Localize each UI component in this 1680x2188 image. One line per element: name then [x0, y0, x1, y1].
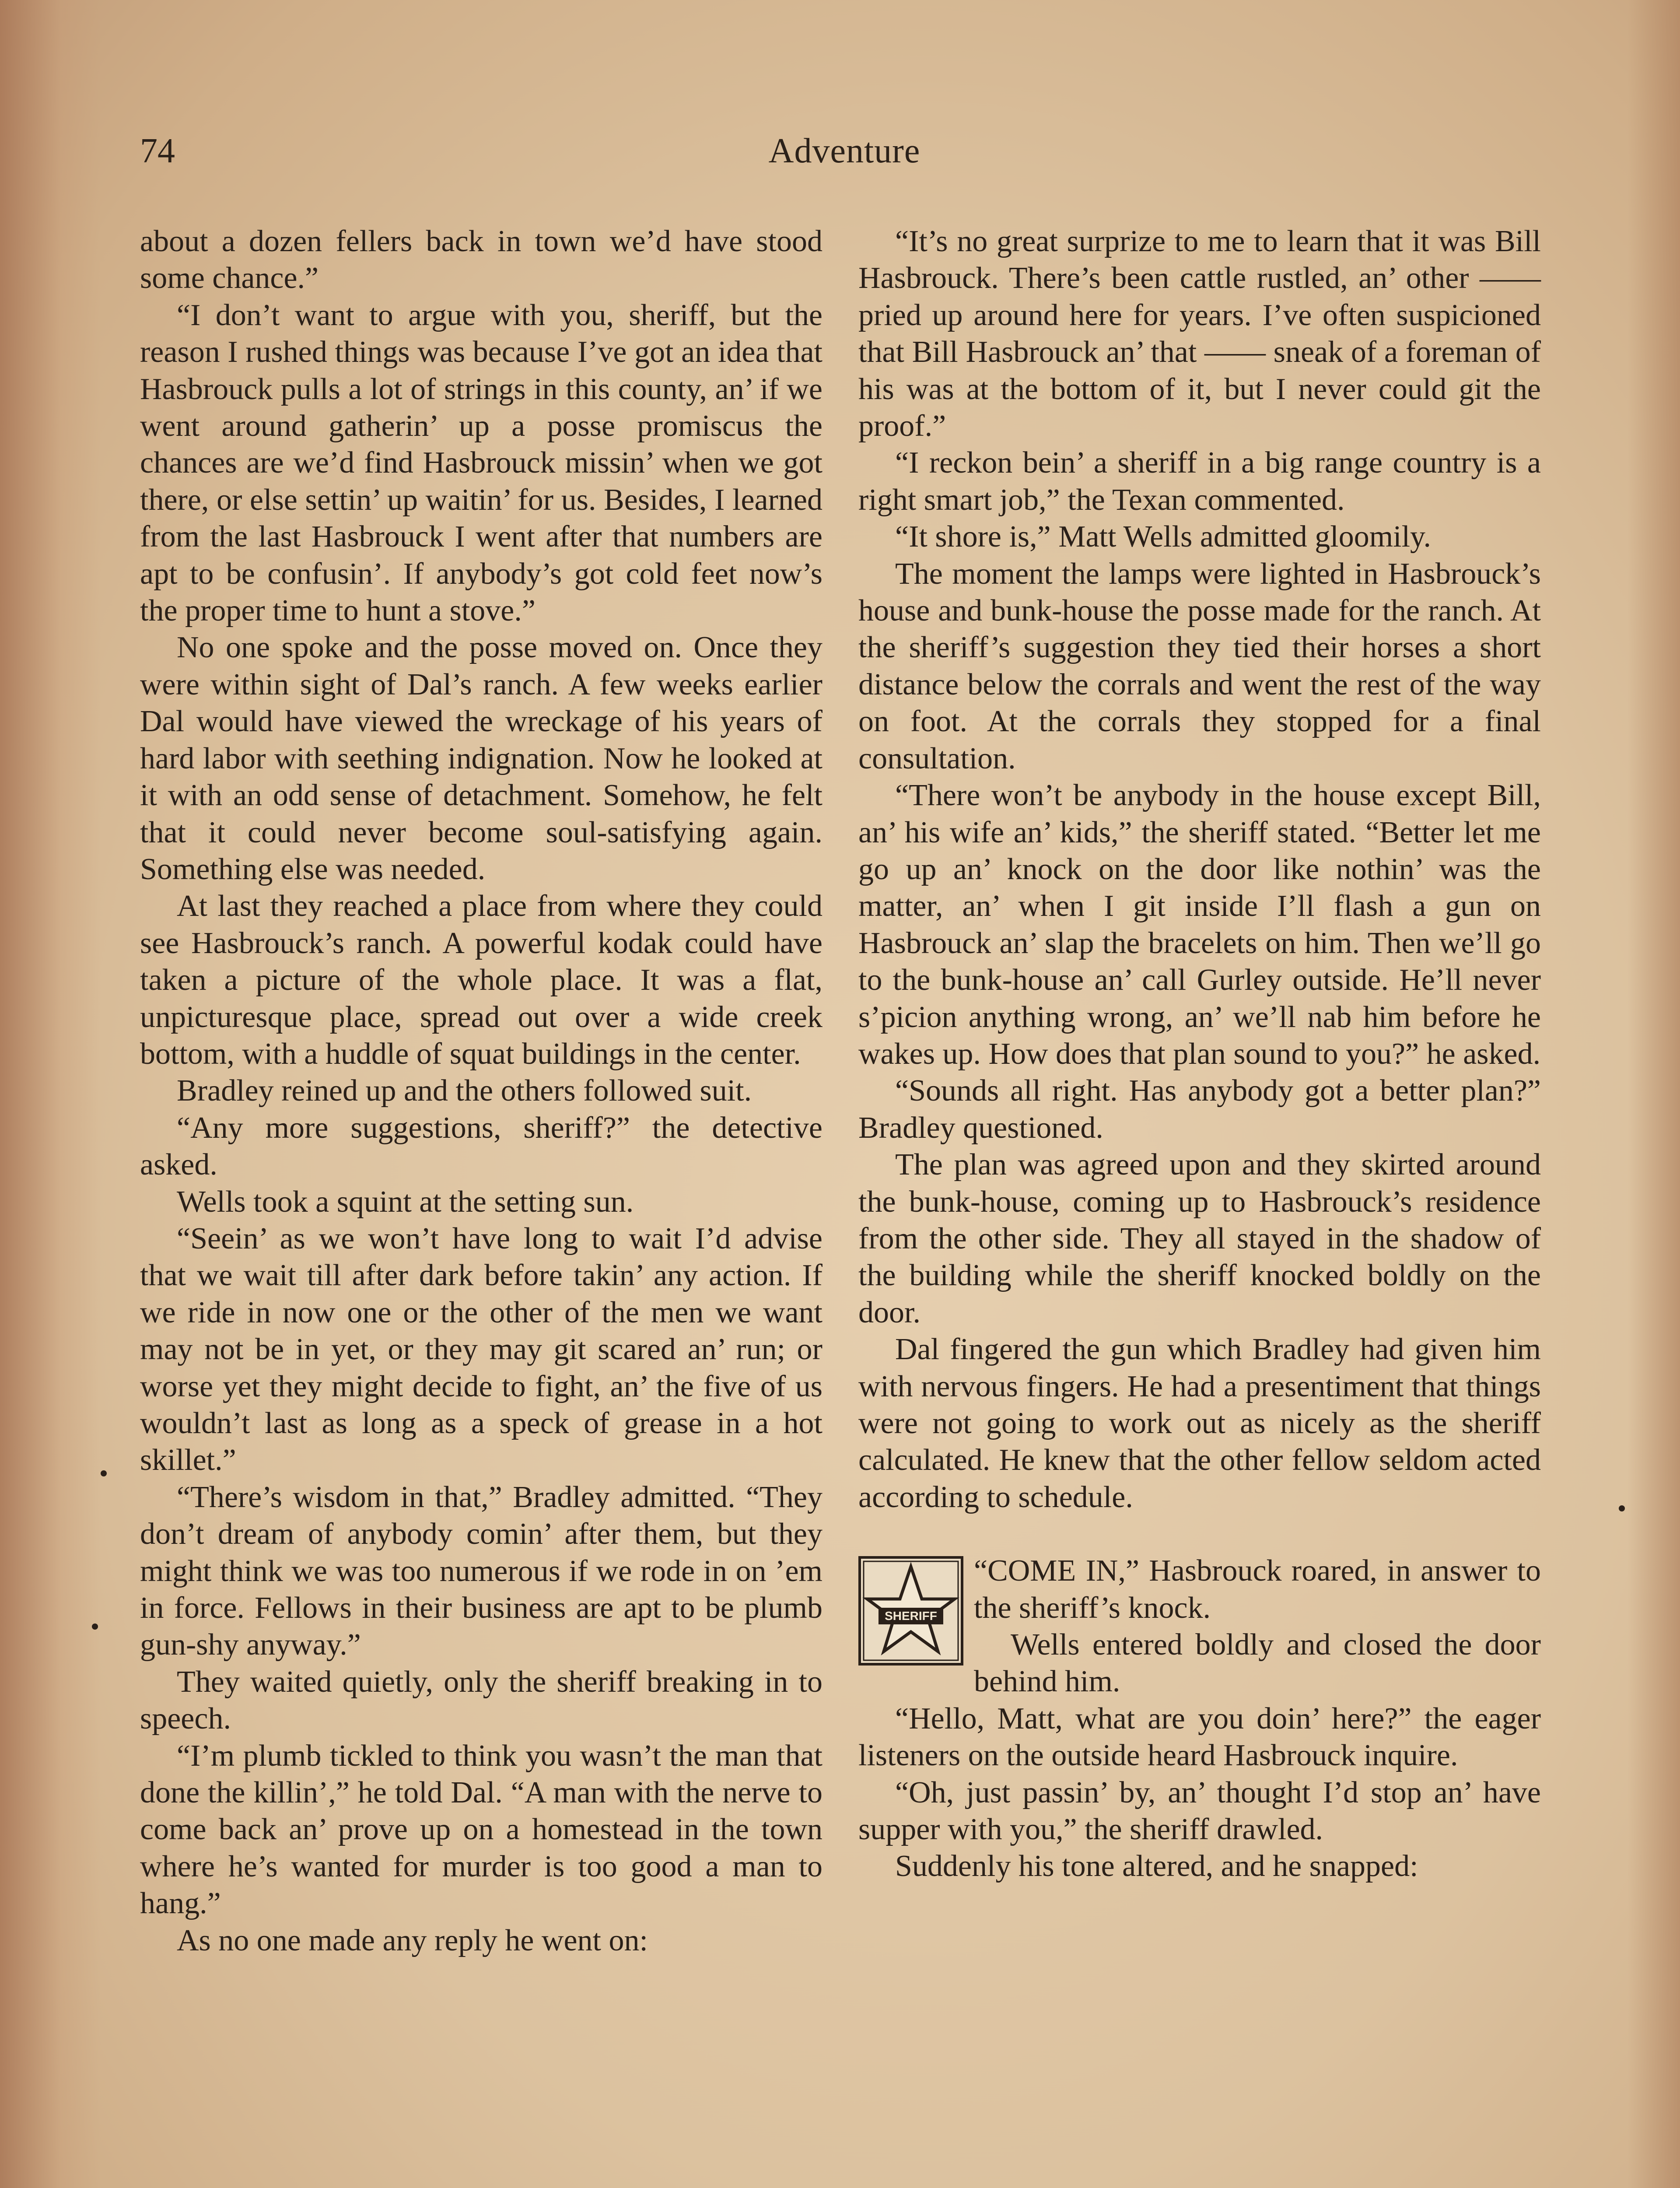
paragraph: “Oh, just passin’ by, an’ thought I’d stop an’ have supper with you,” the sheriff drawled. [858, 1775, 1541, 1847]
print-speck [101, 1470, 107, 1476]
paragraph: Wells took a squint at the setting sun. [177, 1185, 634, 1219]
sheriff-star-graphic [861, 1559, 961, 1663]
paragraph: The plan was agreed upon and they skirted around the bunk-house, coming up to Hasbrouck’s residence from the other side. They all stayed in the shadow of the building while the sheriff knocked boldly on the door. [858, 1148, 1541, 1329]
section-break [858, 1516, 1541, 1553]
paragraph: “I’m plumb tickled to think you wasn’t the man that done the killin’,” he told Dal. “A man with the nerve to come back an’ prove up on a homestead in the town where he’s wanted for murder is too good a man to hang.” [140, 1739, 822, 1921]
paragraph: The moment the lamps were lighted in Hasbrouck’s house and bunk-house the posse made for the ranch. At the sheriff’s suggestion they tied their horses a short distance below the corrals and went the rest of the way on foot. At the corrals they stopped for a final consultation. [858, 557, 1541, 775]
running-head [140, 131, 1549, 184]
print-speck [92, 1623, 98, 1630]
right-column [858, 223, 1541, 1885]
magazine-title: Adventure [768, 132, 920, 170]
paragraph: Wells entered boldly and closed the door behind him. [974, 1628, 1541, 1699]
page-number: 74 [140, 132, 175, 170]
paragraph: As no one made any reply he went on: [177, 1923, 648, 1957]
paragraph: Suddenly his tone altered, and he snapped: [895, 1849, 1418, 1883]
paragraph: “There’s wisdom in that,” Bradley admitted. “They don’t dream of anybody comin’ after them, but they might think we was too numerous if we rode in on ’em in force. Fellows in their business are apt to be plumb gun-shy anyway.” [140, 1480, 822, 1662]
paragraph: “Seein’ as we won’t have long to wait I’d advise that we wait till after dark before takin’ any action. If we ride in now one or the other of the men we want may not be in yet, or they may git scared an’ run; or worse yet they might decide to fight, an’ the five of us wouldn’t last as long as a speck of grease in a hot skillet.” [140, 1221, 822, 1477]
print-speck [1619, 1505, 1625, 1511]
paragraph: Dal fingered the gun which Bradley had given him with nervous fingers. He had a presentiment that things were not going to work out as nicely as the sheriff calculated. He knew that the other fellow seldom acted according to schedule. [858, 1332, 1541, 1514]
paragraph: No one spoke and the posse moved on. Once they were within sight of Dal’s ranch. A few weeks earlier Dal would have viewed the wreckage of his years of hard labor with seething indignation. Now he looked at it with an odd sense of detachment. Somehow, he felt that it could never become soul-satisfying again. Something else was needed. [140, 631, 822, 886]
paragraph: “COME IN,” Hasbrouck roared, in answer to the sheriff’s knock. [974, 1554, 1541, 1625]
paragraph: “Any more suggestions, sheriff?” the detective asked. [140, 1111, 822, 1182]
paragraph: “Sounds all right. Has anybody got a better plan?” Bradley questioned. [858, 1074, 1541, 1145]
page-edge-shadow [0, 0, 101, 2188]
paragraph: “I reckon bein’ a sheriff in a big range country is a right smart job,” the Texan commented. [858, 446, 1541, 517]
paragraph: “It’s no great surprize to me to learn that it was Bill Hasbrouck. There’s been cattle rustled, an’ other —— pried up around here for years. I’ve often suspicioned that Bill Hasbrouck an’ that —— sneak of a foreman of his was at the bottom of it, but I never could git the proof.” [858, 224, 1541, 443]
page-edge-shadow-right [1628, 0, 1680, 2188]
badge-label: SHERIFF [885, 1609, 937, 1623]
paragraph: “I don’t want to argue with you, sheriff, but the reason I rushed things was because I’ve got an idea that Hasbrouck pulls a lot of strings in this county, an’ if we went around gatherin’ up a posse promiscus the chances are we’d find Hasbrouck missin’ when we got there, or else settin’ up waitin’ for us. Besides, I learned from the last Hasbrouck I went after that numbers are apt to be confusin’. If anybody’s got cold feet now’s the proper time to hunt a stove.” [140, 298, 822, 628]
sheriff-star-icon [858, 1556, 963, 1666]
left-column [140, 223, 822, 1959]
paragraph: “It shore is,” Matt Wells admitted gloomily. [895, 520, 1431, 554]
paragraph: They waited quietly, only the sheriff breaking in to speech. [140, 1665, 822, 1736]
paragraph: At last they reached a place from where they could see Hasbrouck’s ranch. A powerful kodak could have taken a picture of the whole place. It was a flat, unpicturesque place, spread out over a wide creek bottom, with a huddle of squat buildings in the center. [140, 889, 822, 1071]
paragraph: “There won’t be anybody in the house except Bill, an’ his wife an’ kids,” the sheriff stated. “Better let me go up an’ knock on the door like nothin’ was the matter, an’ when I git inside I’ll flash a gun on Hasbrouck an’ slap the bracelets on him. Then we’ll go to the bunk-house an’ call Gurley outside. He’ll never s’picion anything wrong, an’ we’ll nab him before he wakes up. How does that plan sound to you?” he asked. [858, 778, 1541, 1071]
paragraph: Bradley reined up and the others followed suit. [177, 1074, 752, 1108]
paragraph: about a dozen fellers back in town we’d have stood some chance.” [140, 224, 822, 295]
paragraph: “Hello, Matt, what are you doin’ here?” the eager listeners on the outside heard Hasbrouck inquire. [858, 1701, 1541, 1773]
